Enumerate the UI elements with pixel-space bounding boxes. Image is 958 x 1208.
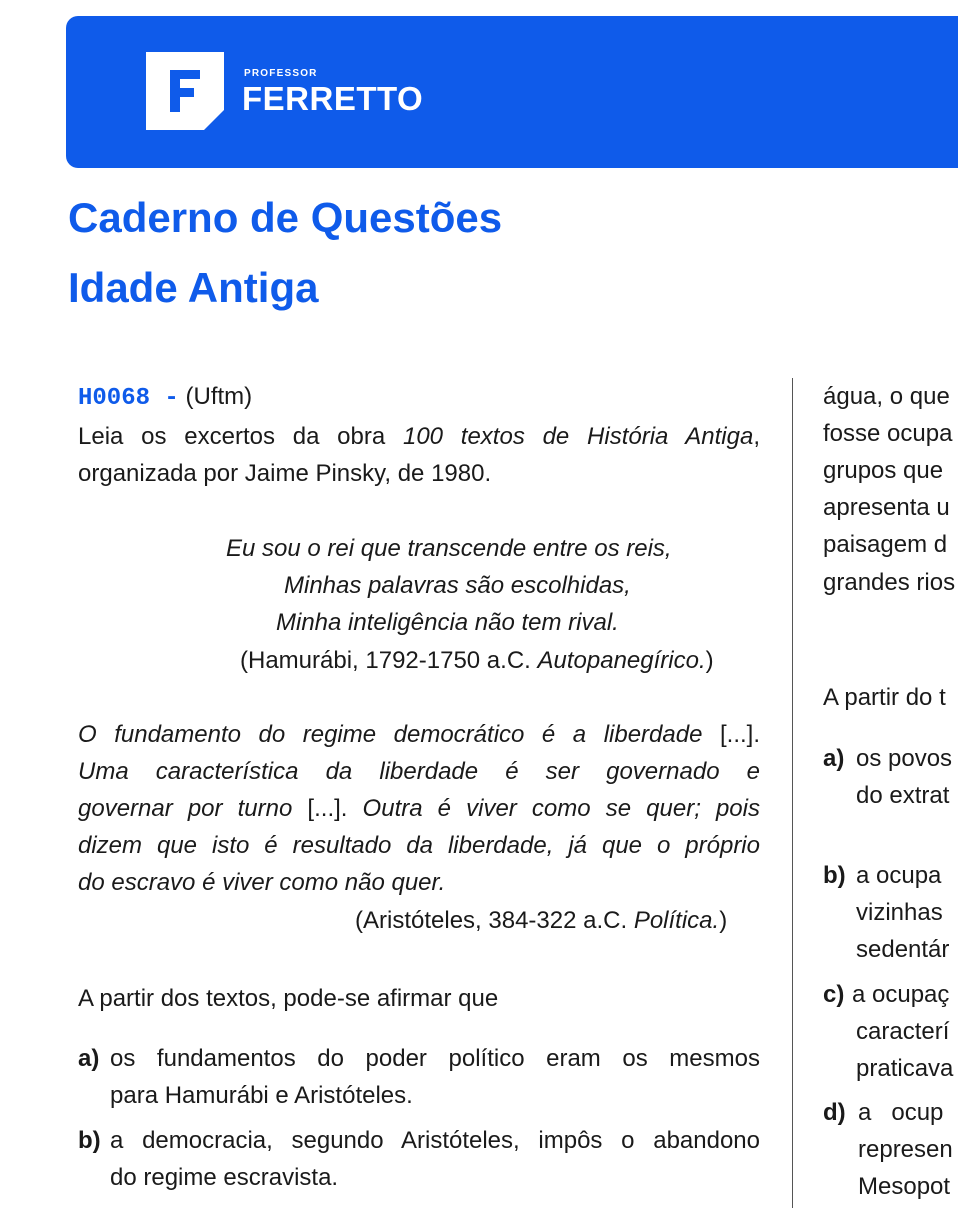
right-col-line: paisagem d [823,531,948,558]
brand-subtitle: PROFESSOR [244,68,318,79]
option-letter: a) [78,1045,100,1072]
poem-citation [240,642,714,679]
right-option-text: a ocup [858,1099,944,1126]
intro-text: Leia os excertos da obra [78,423,403,450]
option-letter: b) [823,862,846,889]
intro-punct: , [753,423,760,450]
right-option-text: vizinhas [856,899,943,926]
brand-logo [146,52,224,130]
excerpt-line: Uma característica da liberdade é ser governado e [78,758,760,785]
option-letter: b) [78,1127,101,1154]
poem-line: Minha inteligência não tem rival. [276,609,619,636]
citation-work: Autopanegírico. [537,647,706,674]
citation-author: (Hamurábi, 1792-1750 a.C. [240,647,538,674]
citation-work: Política. [633,907,720,934]
right-option-text: Mesopot [858,1173,951,1200]
excerpt-line: dizem que isto é resultado da liberdade, já que o próprio [78,832,760,859]
citation-close: ) [705,647,714,674]
option-a-text: para Hamurábi e Aristóteles. [110,1082,413,1109]
brand-name: FERRETTO [242,80,424,117]
question-id: H0068 - [78,385,179,412]
right-option-text: praticava [856,1055,954,1082]
excerpt-text: O fundamento do regime democrático é a liberdade [78,721,703,748]
question-header [78,378,252,417]
page-title: Caderno de Questões [68,194,503,241]
option-b-text: do regime escravista. [110,1164,339,1191]
question-source: (Uftm) [185,383,253,410]
right-col-line: grandes rios [823,569,956,596]
option-a-text: os fundamentos do poder político eram os mesmos [110,1045,760,1072]
right-option-text: caracterí [856,1018,950,1045]
excerpt-citation [355,902,727,939]
intro-line-2: organizada por Jaime Pinsky, de 1980. [78,460,492,487]
excerpt-line [78,790,760,827]
right-col-line: água, o que [823,383,950,410]
poem-line: Eu sou o rei que transcende entre os reis, [226,535,672,562]
header-banner [66,16,958,168]
f-logo-icon [146,52,224,130]
option-letter: d) [823,1099,846,1126]
right-option-text: do extrat [856,782,950,809]
citation-author: (Aristóteles, 384-322 a.C. [355,907,634,934]
book-title: 100 textos de História Antiga [402,423,754,450]
right-col-line: apresenta u [823,494,950,521]
question-prompt: A partir dos textos, pode-se afirmar que [78,985,499,1012]
option-b-text: a democracia, segundo Aristóteles, impôs o abandono [110,1127,760,1154]
excerpt-ellipsis: [...]. [292,795,363,822]
excerpt-line: do escravo é viver como não quer. [78,869,446,896]
excerpt-text: governar por turno [78,795,293,822]
excerpt-line [78,716,760,753]
excerpt-text: Outra é viver como se quer; pois [362,795,760,822]
option-letter: c) [823,981,845,1008]
excerpt-ellipsis: [...]. [702,721,760,748]
right-col-prompt: A partir do t [823,684,946,711]
right-col-line: grupos que [823,457,944,484]
right-option-text: a ocupa [856,862,942,889]
poem-line: Minhas palavras são escolhidas, [284,572,631,599]
right-option-text: represen [858,1136,953,1163]
intro-line-1 [78,418,760,455]
option-letter: a) [823,745,845,772]
column-divider [792,378,793,1208]
right-option-text: os povos [856,745,953,772]
right-option-text: a ocupaç [852,981,950,1008]
right-option-text: sedentár [856,936,950,963]
citation-close: ) [719,907,728,934]
right-col-line: fosse ocupa [823,420,953,447]
page-subtitle: Idade Antiga [68,264,319,311]
